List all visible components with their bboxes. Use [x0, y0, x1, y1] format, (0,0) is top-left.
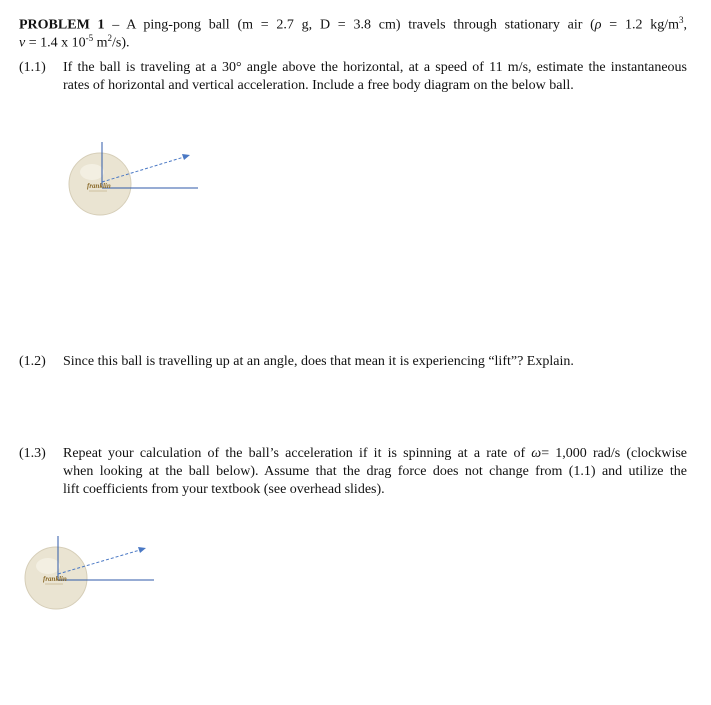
ball-logo: franklin [43, 575, 67, 583]
nu-exponent: -5 [85, 33, 94, 43]
nu-symbol: ν [19, 35, 26, 51]
part-1-1-line-1: If the ball is traveling at a 30° angle above the horizontal, at a speed of 11 m/s, estimate the instantaneous [63, 60, 687, 75]
ball-highlight [36, 558, 60, 574]
rho-exponent: 3 [679, 15, 684, 25]
nu-value: = 1.4 x 10 [25, 35, 86, 51]
velocity-arrowhead [182, 154, 190, 160]
nu-unit-exponent: 2 [107, 33, 113, 43]
nu-unit: m [93, 35, 108, 51]
problem-text: – A ping-pong ball (m = 2.7 g, D = 3.8 cm) travels through stationary air ( [104, 17, 595, 33]
ball-diagram-1 [60, 140, 210, 230]
part-1-1-number: (1.1) [19, 60, 46, 75]
ball-logo: franklin [87, 182, 111, 190]
part-1-2-line-1: Since this ball is travelling up at an angle, does that mean it is experiencing “lift”? Explain. [63, 354, 574, 369]
nu-end: /s). [112, 35, 130, 51]
problem-label: PROBLEM 1 [19, 17, 105, 33]
rho-symbol: ρ [594, 17, 602, 33]
part-1-3-number: (1.3) [19, 446, 46, 461]
velocity-arrowhead [138, 547, 146, 553]
problem-text-end: , [683, 17, 687, 33]
part-1-2-number: (1.2) [19, 354, 46, 369]
omega-symbol: ω [531, 446, 542, 461]
part-1-3-line-1 [63, 445, 687, 463]
ball-diagram-2 [16, 534, 166, 624]
part-1-3-line-1-pre: Repeat your calculation of the ball’s acceleration if it is spinning at a rate of [63, 446, 532, 461]
part-1-3-line-2: when looking at the ball below). Assume that the drag force does not change from (1.1) and utilize the [63, 464, 687, 479]
part-1-2-text [63, 353, 687, 371]
part-1-3-text [63, 445, 687, 499]
part-1-1-text [63, 59, 687, 95]
rho-value: = 1.2 kg/m [601, 17, 679, 33]
problem-statement-line-2 [19, 29, 130, 53]
part-1-3-line-3: lift coefficients from your textbook (see overhead slides). [63, 482, 385, 497]
part-1-3-line-1-post: = 1,000 rad/s (clockwise [541, 446, 687, 461]
ball-highlight [80, 164, 104, 180]
part-1-1-line-2: rates of horizontal and vertical acceleration. Include a free body diagram on the below ball. [63, 78, 574, 93]
